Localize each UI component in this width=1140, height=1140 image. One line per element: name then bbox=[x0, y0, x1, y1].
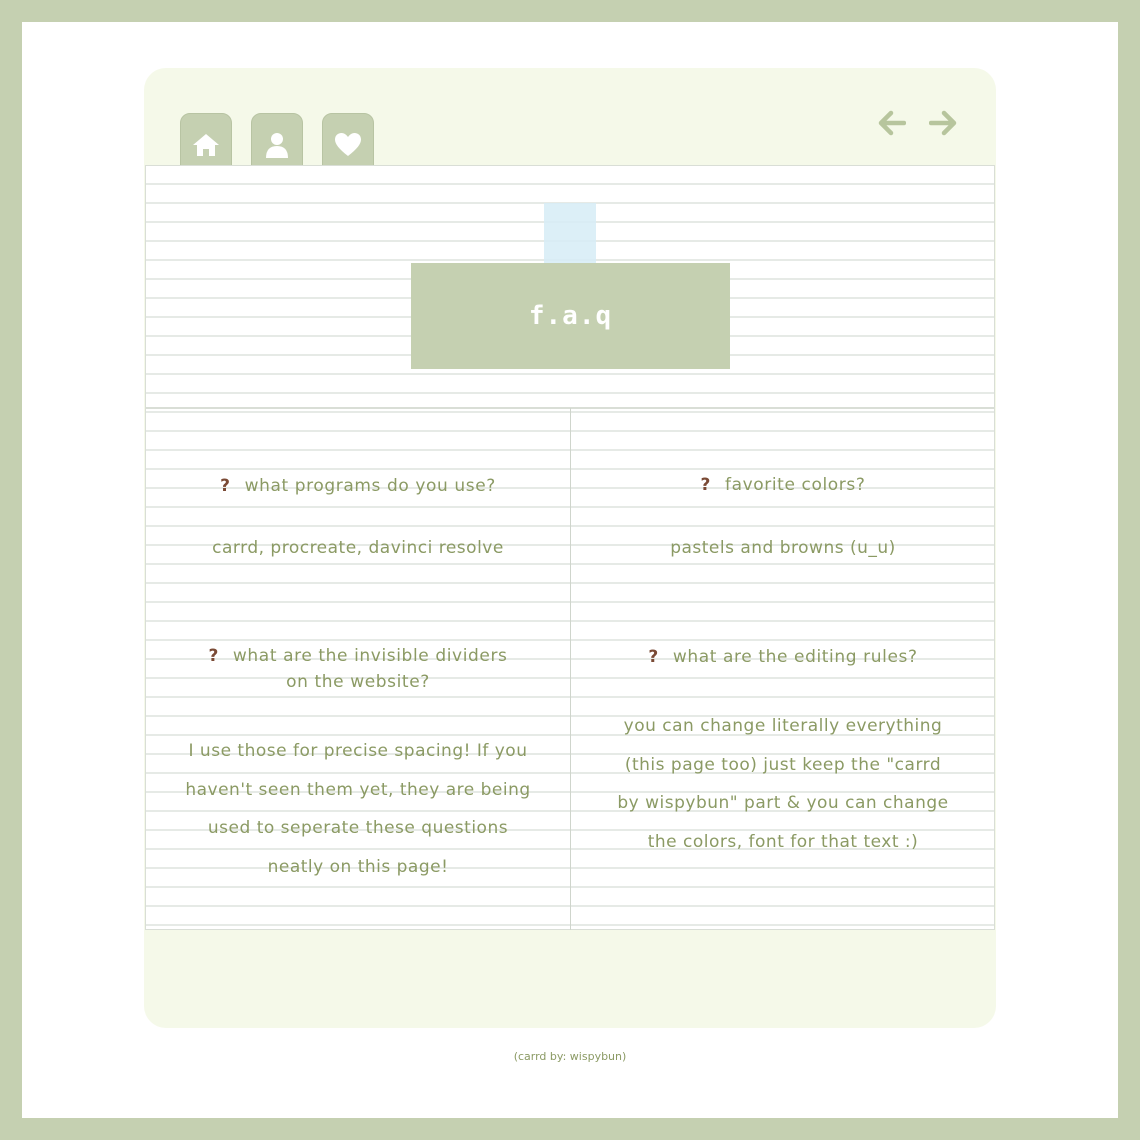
question-mark-icon: ? bbox=[220, 476, 231, 496]
faq-question-1 bbox=[150, 473, 566, 499]
answer-line: used to seperate these questions bbox=[207, 818, 509, 839]
credit-text[interactable]: (carrd by: wispybun) bbox=[513, 1050, 627, 1063]
answer-line: haven't seen them yet, they are being bbox=[185, 779, 531, 800]
answer-line: by wispybun" part & you can change bbox=[617, 793, 949, 814]
user-icon bbox=[264, 131, 290, 159]
question-mark-icon: ? bbox=[208, 646, 219, 666]
tape-decoration bbox=[544, 203, 596, 269]
faq-answer-1: carrd, procreate, davinci resolve bbox=[212, 538, 504, 558]
forward-arrow-button[interactable] bbox=[926, 106, 960, 140]
question-mark-icon: ? bbox=[648, 647, 659, 667]
question-text: favorite colors? bbox=[725, 475, 866, 495]
back-arrow-button[interactable] bbox=[875, 106, 909, 140]
answer-line: I use those for precise spacing! If you bbox=[188, 741, 528, 761]
answer-line: neatly on this page! bbox=[267, 857, 449, 878]
question-text-line-1: what are the invisible dividers bbox=[232, 646, 508, 666]
faq-question-2 bbox=[575, 472, 991, 498]
question-text: what are the editing rules? bbox=[672, 647, 918, 667]
heart-icon bbox=[334, 132, 362, 158]
faq-answer-2: pastels and browns (u_u) bbox=[670, 538, 896, 558]
faq-question-3 bbox=[150, 643, 566, 695]
question-text-line-2: on the website? bbox=[286, 672, 430, 692]
question-mark-icon: ? bbox=[700, 475, 711, 495]
arrow-right-icon bbox=[929, 110, 957, 136]
answer-line: you can change literally everything bbox=[623, 716, 943, 736]
page-title-box bbox=[411, 263, 730, 369]
arrow-left-icon bbox=[878, 110, 906, 136]
faq-answer-4 bbox=[575, 707, 991, 862]
faq-answer-3 bbox=[150, 732, 566, 887]
column-divider bbox=[570, 408, 571, 930]
answer-line: (this page too) just keep the "carrd bbox=[624, 754, 942, 775]
faq-question-4 bbox=[575, 644, 991, 670]
answer-line: the colors, font for that text :) bbox=[647, 832, 919, 853]
credit-footer[interactable] bbox=[0, 1050, 1140, 1063]
question-text: what programs do you use? bbox=[244, 476, 496, 496]
page-title: f.a.q bbox=[528, 301, 613, 331]
home-icon bbox=[191, 132, 221, 158]
